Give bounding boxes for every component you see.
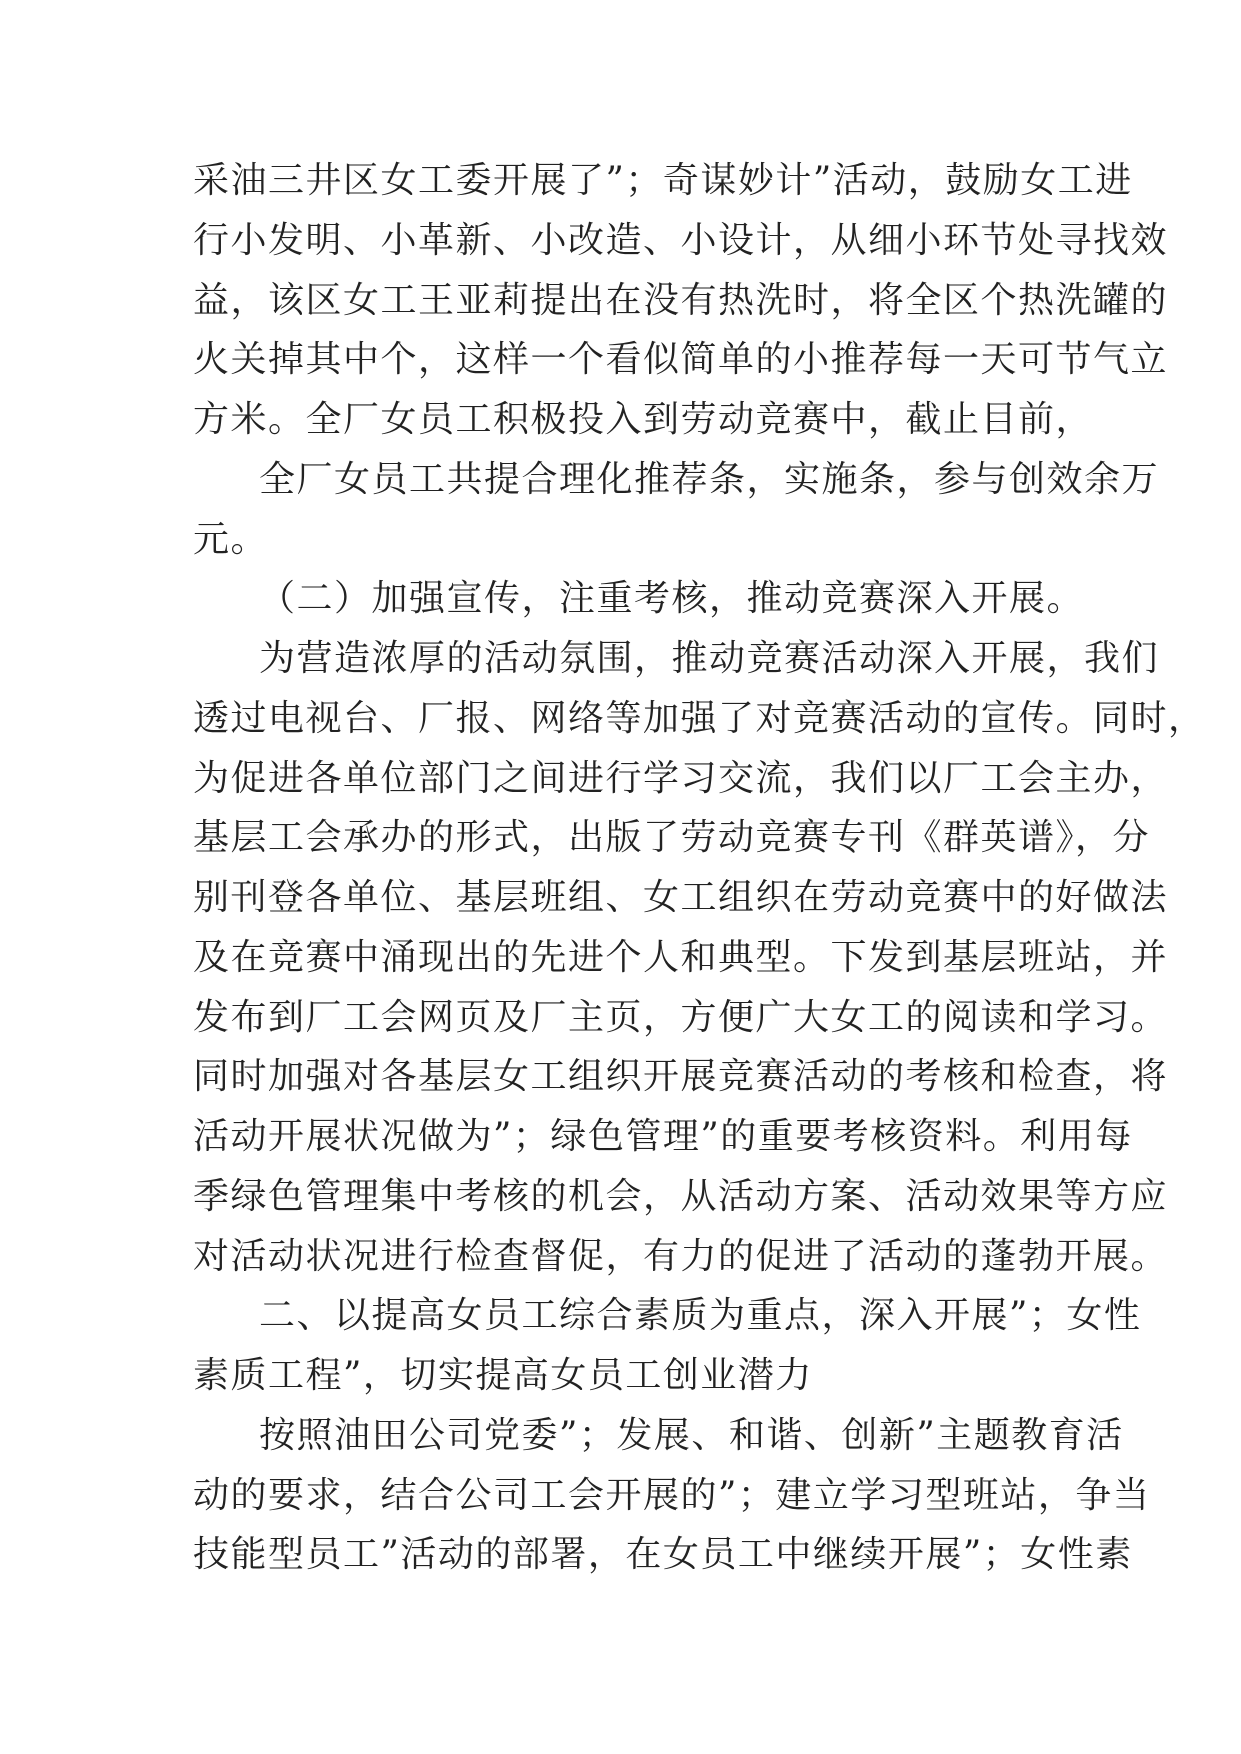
text-line: 为促进各单位部门之间进行学习交流，我们以厂工会主办， (193, 758, 1169, 799)
text-line: 季绿色管理集中考核的机会，从活动方案、活动效果等方应 (193, 1176, 1169, 1217)
text-line: 火关掉其中个，这样一个看似简单的小推荐每一天可节气立 (193, 339, 1169, 380)
text-line: 技能型员工”活动的部署，在女员工中继续开展”；女性素 (193, 1534, 1133, 1575)
paragraph-first-line: 全厂女员工共提合理化推荐条，实施条，参与创效余万 (259, 459, 1160, 500)
text-line: 基层工会承办的形式，出版了劳动竞赛专刊《群英谱》，分 (193, 817, 1151, 858)
text-line: 别刊登各单位、基层班组、女工组织在劳动竞赛中的好做法 (193, 877, 1169, 918)
text-line: 益，该区女工王亚莉提出在没有热洗时，将全区个热洗罐的 (193, 280, 1169, 321)
paragraph-first-line: 按照油田公司党委”；发展、和谐、创新”主题教育活 (259, 1415, 1124, 1456)
section-heading: （二）加强宣传，注重考核，推动竞赛深入开展。 (259, 578, 1085, 619)
section-heading: 二、以提高女员工综合素质为重点，深入开展”；女性 (259, 1295, 1142, 1336)
text-line: 对活动状况进行检查督促，有力的促进了活动的蓬勃开展。 (193, 1236, 1169, 1277)
text-line: 元。 (193, 519, 269, 560)
paragraph-first-line: 为营造浓厚的活动氛围，推动竞赛活动深入开展，我们 (259, 638, 1160, 679)
text-line: 方米。全厂女员工积极投入到劳动竞赛中，截止目前， (193, 399, 1094, 440)
text-line: 采油三井区女工委开展了”；奇谋妙计”活动，鼓励女工进 (193, 160, 1133, 201)
section-heading-continued: 素质工程”，切实提高女员工创业潜力 (193, 1355, 813, 1396)
text-line: 动的要求，结合公司工会开展的”；建立学习型班站，争当 (193, 1475, 1151, 1516)
text-line: 活动开展状况做为”；绿色管理”的重要考核资料。利用每 (193, 1116, 1133, 1157)
text-line: 同时加强对各基层女工组织开展竞赛活动的考核和检查，将 (193, 1056, 1169, 1097)
text-line: 发布到厂工会网页及厂主页，方便广大女工的阅读和学习。 (193, 997, 1169, 1038)
text-line: 透过电视台、厂报、网络等加强了对竞赛活动的宣传。同时， (193, 698, 1206, 739)
text-line: 及在竞赛中涌现出的先进个人和典型。下发到基层班站，并 (193, 937, 1169, 978)
text-line: 行小发明、小革新、小改造、小设计，从细小环节处寻找效 (193, 220, 1169, 261)
